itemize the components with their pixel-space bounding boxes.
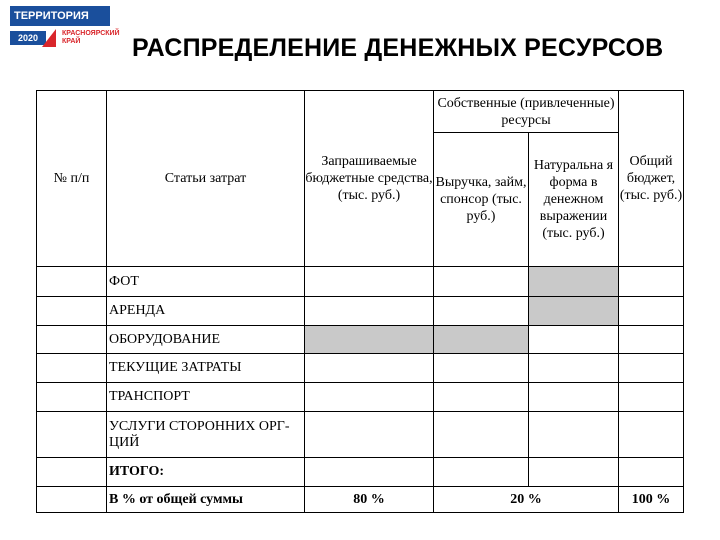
cell-in-kind bbox=[529, 412, 619, 458]
logo-year: 2020 bbox=[10, 31, 46, 45]
page-title: РАСПРЕДЕЛЕНИЕ ДЕНЕЖНЫХ РЕСУРСОВ bbox=[132, 34, 664, 62]
logo-territory-label: ТЕРРИТОРИЯ bbox=[10, 6, 110, 26]
table-row bbox=[37, 412, 684, 458]
header-requested: Запрашиваемые бюджетные средства, (тыс. руб.) bbox=[305, 91, 434, 267]
row-label: АРЕНДА bbox=[107, 297, 305, 326]
cell-in-kind bbox=[529, 354, 619, 383]
cell-total bbox=[619, 412, 684, 458]
table-row bbox=[37, 297, 684, 326]
header-revenue: Выручка, займ, спонсор (тыс. руб.) bbox=[434, 133, 529, 267]
header-items: Статьи затрат bbox=[107, 91, 305, 267]
cell-num bbox=[37, 487, 107, 513]
table-row-percent bbox=[37, 487, 684, 513]
cell-total bbox=[619, 267, 684, 297]
cell-revenue bbox=[434, 326, 529, 354]
resources-table bbox=[36, 90, 684, 513]
cell-requested bbox=[305, 383, 434, 412]
cell-total bbox=[619, 458, 684, 487]
cell-revenue bbox=[434, 267, 529, 297]
row-label: ТРАНСПОРТ bbox=[107, 383, 305, 412]
row-label-total: ИТОГО: bbox=[107, 458, 305, 487]
cell-total bbox=[619, 326, 684, 354]
row-label: ТЕКУЩИЕ ЗАТРАТЫ bbox=[107, 354, 305, 383]
logo bbox=[10, 6, 125, 66]
cell-num bbox=[37, 412, 107, 458]
table-row bbox=[37, 383, 684, 412]
cell-in-kind bbox=[529, 383, 619, 412]
cell-requested bbox=[305, 297, 434, 326]
cell-in-kind bbox=[529, 458, 619, 487]
row-label: УСЛУГИ СТОРОННИХ ОРГ-ЦИЙ bbox=[107, 412, 305, 458]
logo-accent-icon bbox=[42, 29, 56, 47]
row-label: ФОТ bbox=[107, 267, 305, 297]
logo-region-line1: КРАСНОЯРСКИЙ bbox=[62, 30, 120, 37]
cell-requested bbox=[305, 354, 434, 383]
logo-region bbox=[62, 30, 120, 46]
header-number: № п/п bbox=[37, 91, 107, 267]
cell-in-kind bbox=[529, 297, 619, 326]
table-row bbox=[37, 326, 684, 354]
cell-revenue bbox=[434, 412, 529, 458]
header-own-resources: Собственные (привлеченные) ресурсы bbox=[434, 91, 619, 133]
cell-revenue bbox=[434, 458, 529, 487]
cell-num bbox=[37, 354, 107, 383]
cell-in-kind bbox=[529, 326, 619, 354]
logo-region-line2: КРАЙ bbox=[62, 38, 81, 45]
cell-revenue bbox=[434, 354, 529, 383]
percent-own: 20 % bbox=[434, 487, 619, 513]
cell-in-kind bbox=[529, 267, 619, 297]
header-total: Общий бюджет, (тыс. руб.) bbox=[619, 91, 684, 267]
cell-num bbox=[37, 297, 107, 326]
cell-requested bbox=[305, 326, 434, 354]
percent-requested: 80 % bbox=[305, 487, 434, 513]
cell-requested bbox=[305, 267, 434, 297]
cell-num bbox=[37, 383, 107, 412]
table-row bbox=[37, 267, 684, 297]
cell-requested bbox=[305, 458, 434, 487]
cell-num bbox=[37, 326, 107, 354]
row-label-percent: В % от общей суммы bbox=[107, 487, 305, 513]
header-in-kind: Натуральна я форма в денежном выражении (тыс. руб.) bbox=[529, 133, 619, 267]
cell-num bbox=[37, 267, 107, 297]
row-label: ОБОРУДОВАНИЕ bbox=[107, 326, 305, 354]
cell-total bbox=[619, 383, 684, 412]
cell-total bbox=[619, 297, 684, 326]
table-row bbox=[37, 354, 684, 383]
table-row bbox=[37, 458, 684, 487]
cell-num bbox=[37, 458, 107, 487]
cell-requested bbox=[305, 412, 434, 458]
cell-total bbox=[619, 354, 684, 383]
cell-revenue bbox=[434, 297, 529, 326]
percent-total: 100 % bbox=[619, 487, 684, 513]
cell-revenue bbox=[434, 383, 529, 412]
